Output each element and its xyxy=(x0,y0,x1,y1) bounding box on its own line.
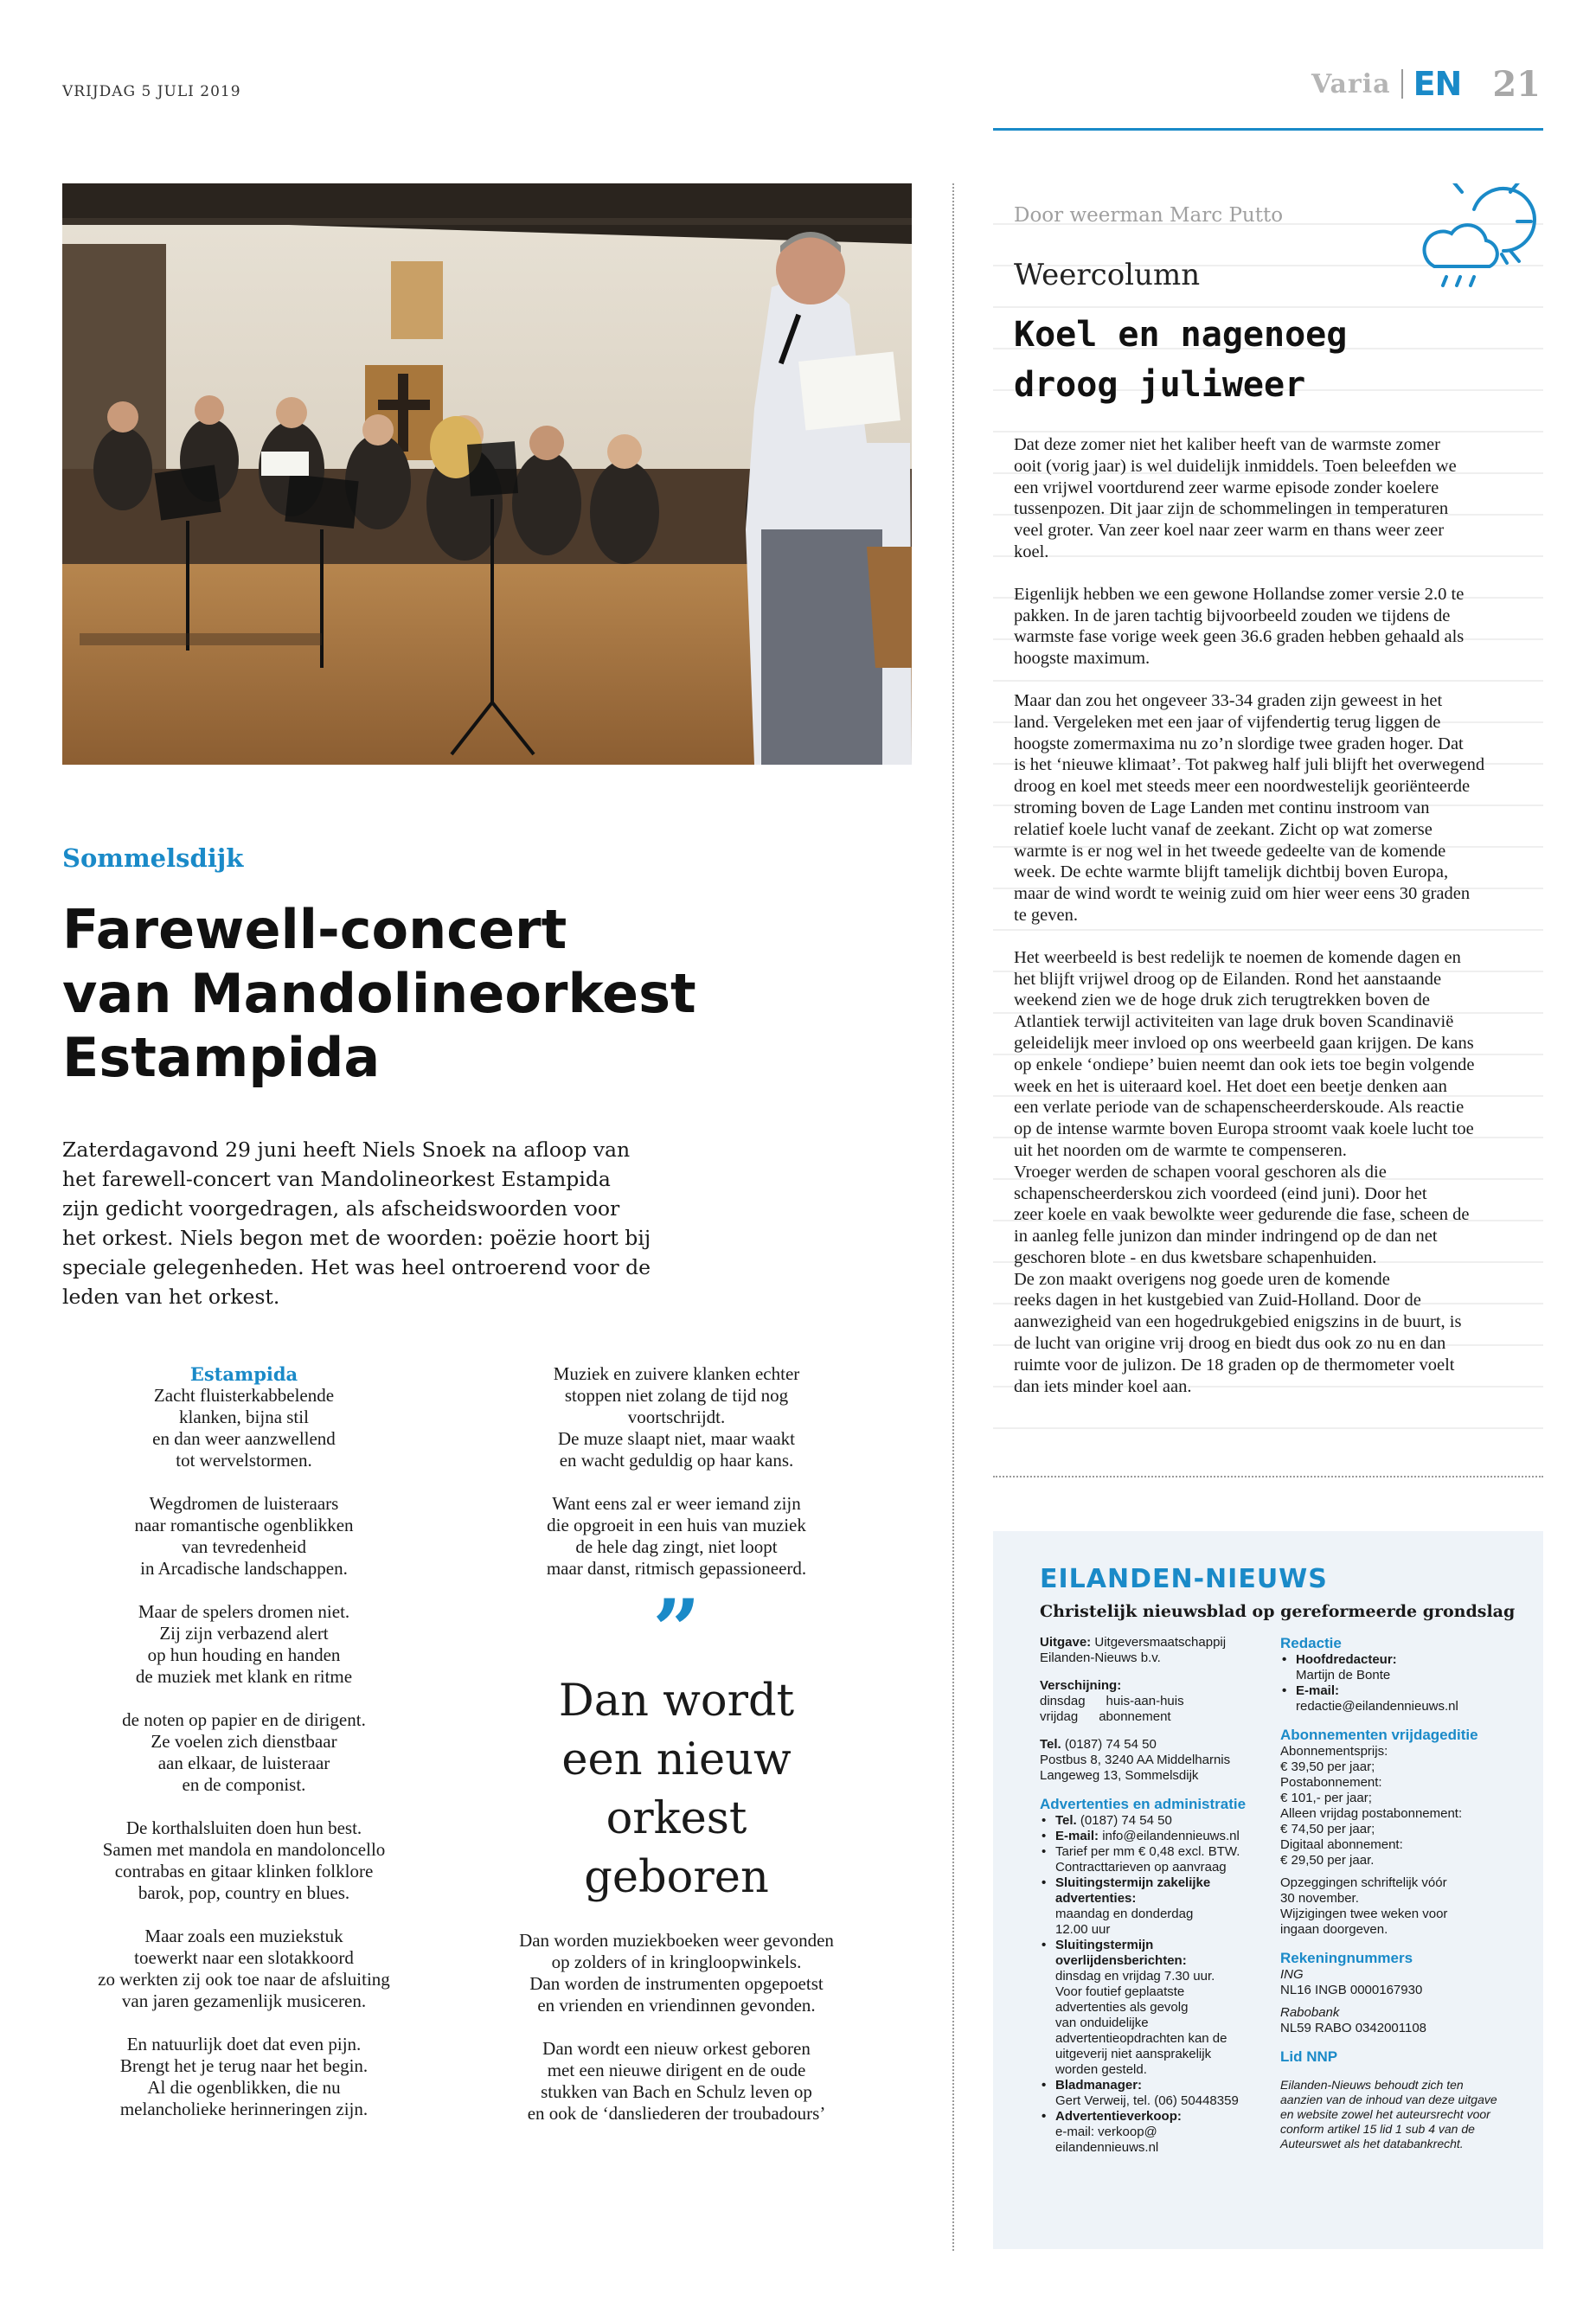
poem-line: toewerkt naar een slotakkoord xyxy=(134,1947,354,1968)
abo-line: Postabonnement: xyxy=(1280,1775,1382,1790)
disclaimer-line: Eilanden-Nieuws behoudt zich ten xyxy=(1280,2078,1464,2092)
poem-stanza xyxy=(495,1930,858,2016)
body-line: hoogste zomermaxima nu zo’n slordige twee graden hoger. Dat xyxy=(1014,734,1464,753)
uitgave-value: Uitgeversmaatschappij xyxy=(1094,1635,1227,1650)
poem-stanza xyxy=(97,1709,391,1796)
poem-line: Dan worden de instrumenten opgepoetst xyxy=(529,1973,824,1994)
intro-line: Zaterdagavond 29 juni heeft Niels Snoek na afloop van xyxy=(62,1138,631,1162)
poem-line: en wacht geduldig op haar kans. xyxy=(559,1450,794,1471)
sluit-overlijden-line: worden gesteld. xyxy=(1055,2062,1147,2077)
pull-quote-line: Dan wordt xyxy=(558,1676,795,1727)
body-line: warmste fase vorige week geen 36.6 graden hebben gehaald als xyxy=(1014,627,1465,647)
body-line: het blijft vrijwel droog op de Eilanden. Rond het aanstaande xyxy=(1014,969,1442,989)
rek-rabo: NL59 RABO 0342001108 xyxy=(1280,2021,1427,2035)
column-divider xyxy=(952,183,954,2251)
abo-line: € 39,50 per jaar; xyxy=(1280,1759,1375,1774)
hoofdredacteur-value: Martijn de Bonte xyxy=(1296,1668,1391,1682)
poem-line: de hele dag zingt, niet loopt xyxy=(575,1536,778,1557)
poem-line: klanken, bijna stil xyxy=(179,1407,309,1427)
pull-quote-line: geboren xyxy=(584,1852,769,1903)
body-line: week. De echte warmte blijft tamelijk dichtbij boven Europa, xyxy=(1014,862,1449,882)
poem-line: en vrienden en vriendinnen gevonden. xyxy=(537,1995,816,2016)
advertenties-heading: Advertenties en administratie xyxy=(1040,1796,1247,1812)
body-line: koel. xyxy=(1014,542,1049,561)
newspaper-logo: EN xyxy=(1413,65,1462,103)
poem-line: Want eens zal er weer iemand zijn xyxy=(552,1493,801,1514)
poem-line: Maar de spelers dromen niet. xyxy=(138,1601,350,1622)
article-intro xyxy=(62,1135,668,1311)
weather-title-line: droog juliweer xyxy=(1014,365,1306,405)
verschijning-type: abonnement xyxy=(1099,1709,1171,1724)
poem-stanza xyxy=(97,1493,391,1580)
verschijning-label: Verschijning: xyxy=(1040,1678,1122,1693)
poem-line: stukken van Bach en Schulz leven op xyxy=(541,2081,812,2102)
body-line: tussenpozen. Dit jaar zijn de schommelingen in temperaturen xyxy=(1014,499,1449,519)
poem-line: Muziek en zuivere klanken echter xyxy=(553,1363,800,1384)
sluit-overlijden-line: dinsdag en vrijdag 7.30 uur. xyxy=(1055,1969,1215,1984)
uitgave-label: Uitgave: xyxy=(1040,1635,1092,1650)
abo-line: € 74,50 per jaar; xyxy=(1280,1822,1375,1836)
poem-line: de noten op papier en de dirigent. xyxy=(122,1709,366,1730)
poem-right-column xyxy=(495,1363,858,2146)
body-line: Maar dan zou het ongeveer 33-34 graden zijn geweest in het xyxy=(1014,690,1443,710)
poem-stanza xyxy=(97,1817,391,1904)
lid-nnp: Lid NNP xyxy=(1280,2048,1338,2065)
adv-email: info@eilandennieuws.nl xyxy=(1102,1829,1240,1843)
page-date: VRIJDAG 5 JULI 2019 xyxy=(62,83,241,100)
article-kicker: Sommelsdijk xyxy=(62,843,244,873)
verschijning-type: huis-aan-huis xyxy=(1106,1694,1184,1708)
header-rule xyxy=(993,128,1543,131)
bladmanager-value: Gert Verweij, tel. (06) 50448359 xyxy=(1055,2093,1239,2108)
poem-left-column xyxy=(97,1363,391,2142)
poem-line: tot wervelstormen. xyxy=(176,1450,312,1471)
body-line: pakken. In de jaren tachtig bijvoorbeeld zouden we tijdens de xyxy=(1014,606,1451,625)
tel-value: (0187) 74 54 50 xyxy=(1064,1737,1157,1752)
weather-byline: Door weerman Marc Putto xyxy=(1014,204,1284,227)
poem-line: op zolders of in kringloopwinkels. xyxy=(551,1952,802,1972)
poem-line: naar romantische ogenblikken xyxy=(134,1515,354,1535)
body-line: op enkele ‘ondiepe’ buien neemt dan ook iets toe begin volgende xyxy=(1014,1054,1475,1074)
body-line: schapenscheerderskou zich voordeed (eind juni). Door het xyxy=(1014,1183,1427,1203)
body-line: in aanleg felle junizon dan minder indringend op de dan net xyxy=(1014,1227,1438,1247)
poem-line: De muze slaapt niet, maar waakt xyxy=(557,1428,796,1449)
abo-line: Abonnementsprijs: xyxy=(1280,1744,1388,1759)
colofon-left xyxy=(1040,1635,1256,2156)
disclaimer-line: conform artikel 15 lid 1 sub 4 van de xyxy=(1280,2122,1475,2136)
body-line: veel groter. Van zeer koel naar zeer warm en thans weer zeer xyxy=(1014,521,1445,541)
weather-column-name: Weercolumn xyxy=(1014,258,1201,292)
weather-paragraph xyxy=(1014,584,1533,670)
opzeg-line: 30 november. xyxy=(1280,1891,1359,1906)
body-line: Atlantiek terwijl activiteiten van lage druk boven Scandinavië xyxy=(1014,1012,1454,1032)
weather-title-line: Koel en nagenoeg xyxy=(1014,315,1348,355)
poem-line: zo werkten zij ook toe naar de afsluiting xyxy=(98,1969,390,1990)
body-line: weekend zien we de hoge druk zich terugtrekken boven de xyxy=(1014,990,1430,1010)
poem-line: en de componist. xyxy=(182,1774,306,1795)
poem-stanza xyxy=(495,1363,858,1471)
article-headline xyxy=(62,898,841,1090)
poem-line: Dan worden muziekboeken weer gevonden xyxy=(519,1930,834,1951)
uitgave-value-2: Eilanden-Nieuws b.v. xyxy=(1040,1650,1161,1665)
rek-ing-label: ING xyxy=(1280,1967,1304,1982)
poem-line: met een nieuwe dirigent en de oude xyxy=(547,2060,806,2080)
poem-line: van jaren gezamenlijk musiceren. xyxy=(121,1990,367,2011)
sluit-zakelijk-label: • Sluitingstermijn zakelijke advertenties: xyxy=(1040,1875,1256,1907)
sluit-overlijden-line: advertentieopdrachten kan de xyxy=(1055,2031,1227,2046)
redactie-heading: Redactie xyxy=(1280,1635,1342,1651)
body-line: ruimte voor de julizon. De 18 graden op de thermometer voelt xyxy=(1014,1355,1455,1375)
body-line: te geven. xyxy=(1014,905,1078,925)
headline-line: Estampida xyxy=(62,1026,381,1089)
poem-stanza xyxy=(97,1926,391,2012)
abo-line: Digitaal abonnement: xyxy=(1280,1837,1403,1852)
poem-line: voortschrijdt. xyxy=(627,1407,726,1427)
body-line: hoogste maximum. xyxy=(1014,649,1151,669)
adv-contract: Contracttarieven op aanvraag xyxy=(1055,1860,1227,1875)
abonnementen-heading: Abonnementen vrijdageditie xyxy=(1280,1727,1478,1743)
poem-line: Zij zijn verbazend alert xyxy=(159,1623,329,1644)
postbus: Postbus 8, 3240 AA Middelharnis xyxy=(1040,1753,1231,1767)
advverkoop-label: • Advertentieverkoop: xyxy=(1040,2109,1256,2125)
poem-stanza xyxy=(97,1385,391,1471)
weather-paragraph xyxy=(1014,1162,1533,1269)
poem-stanza xyxy=(495,1493,858,1580)
weather-title xyxy=(1014,310,1498,410)
weather-body xyxy=(1014,434,1533,1397)
headline-line: van Mandolineorkest xyxy=(62,962,696,1025)
quote-mark-icon: ” xyxy=(652,1581,701,1679)
bladmanager-label: • Bladmanager: xyxy=(1040,2078,1256,2093)
poem-line: En natuurlijk doet dat even pijn. xyxy=(126,2034,362,2054)
body-line: ooit (vorig jaar) is wel duidelijk inmiddels. Toen beleefden we xyxy=(1014,456,1457,476)
redactie-email: redactie@eilandennieuws.nl xyxy=(1296,1699,1458,1714)
advverkoop-line: eilandennieuws.nl xyxy=(1055,2140,1159,2155)
poem-line: Samen met mandola en mandoloncello xyxy=(102,1839,386,1860)
body-line: reeks dagen in het kustgebied van Zuid-Holland. Door de xyxy=(1014,1291,1421,1311)
weather-bottom-rule xyxy=(993,1476,1543,1477)
body-line: Dat deze zomer niet het kaliber heeft van de warmste zomer xyxy=(1014,435,1440,454)
weather-paragraph xyxy=(1014,947,1533,1162)
intro-line: speciale gelegenheden. Het was heel ontroerend voor de xyxy=(62,1255,651,1279)
pull-quote xyxy=(495,1672,858,1907)
poem-line: contrabas en gitaar klinken folklore xyxy=(114,1861,374,1881)
body-line: een vrijwel voortdurend zeer warme episode zonder koelere xyxy=(1014,478,1439,497)
poem-line: Maar zoals een muziekstuk xyxy=(144,1926,343,1946)
body-line: droog en koel met steeds meer een noordwestelijk georiënteerde xyxy=(1014,777,1471,797)
intro-line: het orkest. Niels begon met de woorden: poëzie hoort bij xyxy=(62,1226,651,1250)
body-line: zeer koele en vaak bewolkte weer gedurende die fase, scheen de xyxy=(1014,1205,1470,1225)
verschijning-day: dinsdag xyxy=(1040,1694,1086,1708)
poem-line: Dan wordt een nieuw orkest geboren xyxy=(542,2038,811,2059)
intro-line: het farewell-concert van Mandolineorkest Estampida xyxy=(62,1167,611,1191)
poem-line: die opgroeit in een huis van muziek xyxy=(547,1515,806,1535)
opzeg-line: Opzeggingen schriftelijk vóór xyxy=(1280,1875,1447,1890)
page-header-right xyxy=(1311,62,1541,106)
sluit-overlijden-line: advertenties als gevolg xyxy=(1055,2000,1189,2015)
colofon-box xyxy=(993,1531,1543,2249)
concert-photo xyxy=(62,183,912,765)
poem-line: Ze voelen zich dienstbaar xyxy=(151,1731,337,1752)
verschijning-day: vrijdag xyxy=(1040,1709,1079,1724)
header-separator xyxy=(1401,69,1403,99)
adv-tarief: • Tarief per mm € 0,48 excl. BTW. xyxy=(1040,1844,1256,1860)
poem-stanza xyxy=(97,2034,391,2120)
body-line: relatief koele lucht vanaf de zeekant. Zicht op wat zomerse xyxy=(1014,819,1433,839)
intro-line: leden van het orkest. xyxy=(62,1285,280,1309)
poem-stanza xyxy=(97,1601,391,1688)
poem-line: De korthalsluiten doen hun best. xyxy=(125,1817,362,1838)
body-line: De zon maakt overigens nog goede uren de komende xyxy=(1014,1269,1390,1289)
poem-title: Estampida xyxy=(189,1363,298,1385)
body-line: dan iets minder koel aan. xyxy=(1014,1376,1192,1396)
body-line: Vroeger werden de schapen vooral geschoren als die xyxy=(1014,1162,1387,1182)
adv-email-label: E-mail: xyxy=(1055,1829,1099,1843)
opzeg-line: Wijzigingen twee weken voor xyxy=(1280,1907,1448,1921)
poem-line: aan elkaar, de luisteraar xyxy=(157,1753,330,1773)
weather-paragraph xyxy=(1014,1269,1533,1398)
colofon-right xyxy=(1280,1635,1540,2151)
sluit-zakelijk-line: maandag en donderdag xyxy=(1055,1907,1194,1921)
pull-quote-line: orkest xyxy=(606,1793,747,1844)
poem-line: op hun houding en handen xyxy=(147,1644,341,1665)
body-line: op de intense warmte boven Europa stroomt vaak koele lucht toe xyxy=(1014,1119,1474,1139)
colofon-tagline: Christelijk nieuwsblad op gereformeerde grondslag xyxy=(1040,1602,1516,1621)
poem-stanza xyxy=(495,2038,858,2125)
poem-line: Wegdromen de luisteraars xyxy=(149,1493,339,1514)
weather-paragraph xyxy=(1014,690,1533,926)
poem-line: en ook de ‘dansliederen der troubadours’ xyxy=(527,2103,826,2124)
redactie-email-label: • E-mail: xyxy=(1280,1683,1540,1699)
body-line: stroming boven de Lage Landen met continu instroom van xyxy=(1014,798,1430,817)
body-line: uit het noorden om de warmte te compenseren. xyxy=(1014,1140,1347,1160)
abo-line: Alleen vrijdag postabonnement: xyxy=(1280,1806,1463,1821)
rekeningnummers-heading: Rekeningnummers xyxy=(1280,1950,1413,1966)
abo-line: € 29,50 per jaar. xyxy=(1280,1853,1375,1868)
weather-paragraph xyxy=(1014,434,1533,563)
body-line: week en het is uiteraard koel. Het doet een beetje denken aan xyxy=(1014,1076,1447,1096)
poem-line: stoppen niet zolang de tijd nog xyxy=(564,1385,789,1406)
body-line: geschoren blote - en dus kwetsbare schapenhuiden. xyxy=(1014,1247,1377,1267)
body-line: Eigenlijk hebben we een gewone Hollandse zomer versie 2.0 te xyxy=(1014,584,1465,604)
poem-line: in Arcadische landschappen. xyxy=(140,1558,348,1579)
poem-line: en dan weer aanzwellend xyxy=(152,1428,336,1449)
body-line: warmte is er nog wel in het tweede gedeelte van de komende xyxy=(1014,841,1446,861)
disclaimer-line: aanzien van de inhoud van deze uitgave xyxy=(1280,2093,1497,2106)
body-line: maar de wind wordt te weinig zuid om hier weer eens 30 graden xyxy=(1014,884,1471,904)
poem-line: Brengt het je terug naar het begin. xyxy=(119,2055,369,2076)
body-line: land. Vergeleken met een jaar of vijfendertig terug liggen de xyxy=(1014,712,1441,732)
weather-column-box xyxy=(993,183,1543,1429)
abo-line: € 101,- per jaar; xyxy=(1280,1791,1372,1805)
disclaimer-line: Auteurswet als het databankrecht. xyxy=(1280,2137,1464,2150)
adres: Langeweg 13, Sommelsdijk xyxy=(1040,1768,1199,1783)
colofon-logo: EILANDEN-NIEUWS xyxy=(1040,1564,1328,1594)
body-line: Het weerbeeld is best redelijk te noemen de komende dagen en xyxy=(1014,947,1461,967)
advverkoop-line: e-mail: verkoop@ xyxy=(1055,2125,1157,2139)
poem-line: melancholieke herinneringen zijn. xyxy=(119,2099,369,2119)
poem-line: maar danst, ritmisch gepassioneerd. xyxy=(546,1558,807,1579)
body-line: geleidelijk meer invloed op ons weerbeeld gaan krijgen. De kans xyxy=(1014,1033,1474,1053)
disclaimer-line: en website zowel het auteursrecht voor xyxy=(1280,2107,1490,2121)
body-line: is het ‘nieuwe klimaat’. Tot pakweg half juli blijft het overwegend xyxy=(1014,755,1485,775)
sluit-overlijden-label: • Sluitingstermijn overlijdensberichten: xyxy=(1040,1938,1256,1969)
pull-quote-line: een nieuw xyxy=(561,1734,792,1785)
sluit-overlijden-line: Voor foutief geplaatste xyxy=(1055,1984,1185,1999)
intro-line: zijn gedicht voorgedragen, als afscheidswoorden voor xyxy=(62,1196,620,1221)
sluit-overlijden-line: uitgeverij niet aansprakelijk xyxy=(1055,2047,1212,2061)
poem-line: de muziek met klank en ritme xyxy=(135,1666,353,1687)
poem-line: Al die ogenblikken, die nu xyxy=(147,2077,341,2098)
body-line: de lucht van origine vrij droog en biedt dus ook zo nu en dan xyxy=(1014,1334,1446,1354)
poem-line: barok, pop, country en blues. xyxy=(138,1882,350,1903)
sluit-overlijden-line: van onduidelijke xyxy=(1055,2016,1149,2030)
rek-rabo-label: Rabobank xyxy=(1280,2005,1340,2020)
headline-line: Farewell-concert xyxy=(62,898,567,961)
section-name: Varia xyxy=(1311,68,1391,99)
sun-cloud-icon xyxy=(1400,183,1538,300)
adv-tel-label: Tel. xyxy=(1055,1813,1077,1828)
opzeg-line: ingaan doorgeven. xyxy=(1280,1922,1388,1937)
body-line: aanwezigheid van een hogedrukgebied enigszins in de buurt, is xyxy=(1014,1312,1462,1332)
page-number: 21 xyxy=(1492,63,1541,105)
sluit-zakelijk-line: 12.00 uur xyxy=(1055,1922,1111,1937)
body-line: een verlate periode van de schapenscheerderskoude. Als reactie xyxy=(1014,1098,1465,1118)
rek-ing: NL16 INGB 0000167930 xyxy=(1280,1983,1423,1997)
adv-tel: (0187) 74 54 50 xyxy=(1080,1813,1172,1828)
poem-line: van tevredenheid xyxy=(181,1536,307,1557)
hoofdredacteur-label: • Hoofdredacteur: xyxy=(1280,1652,1540,1668)
poem-line: Zacht fluisterkabbelende xyxy=(153,1385,335,1406)
tel-label: Tel. xyxy=(1040,1737,1061,1752)
